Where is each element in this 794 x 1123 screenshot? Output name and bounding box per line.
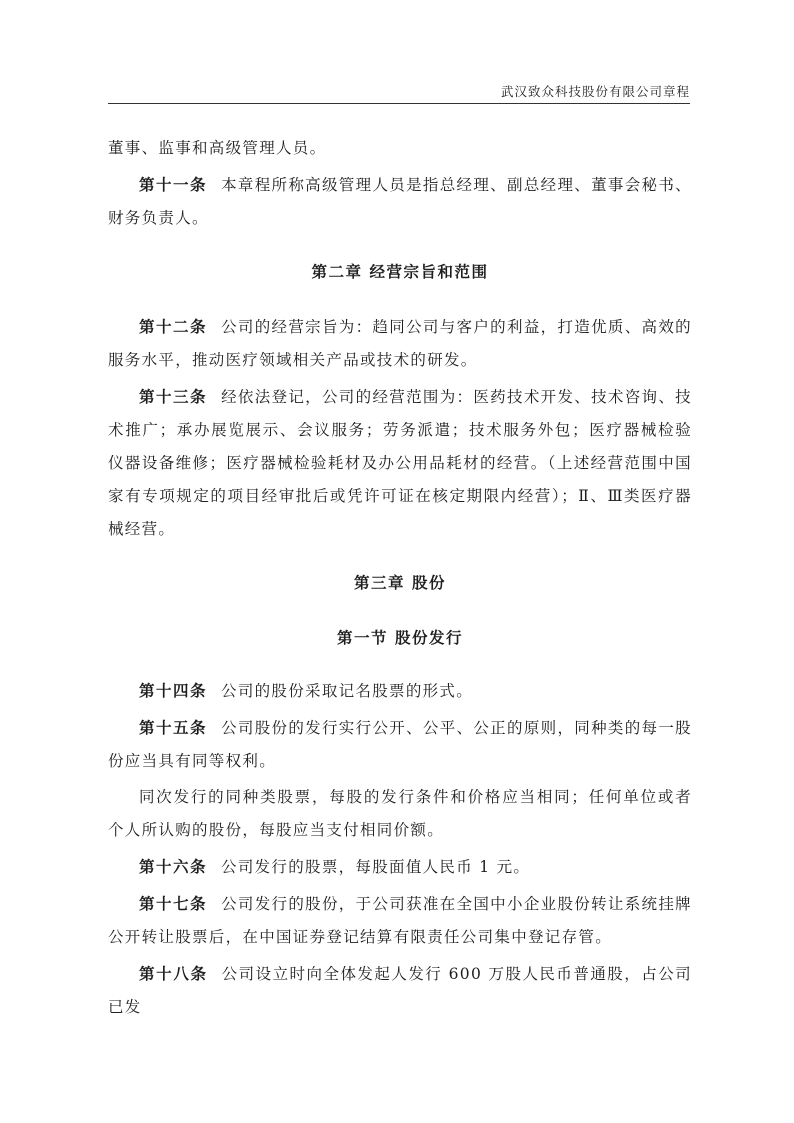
section-heading: 第一节 股份发行 bbox=[337, 628, 463, 647]
article-text: 公司的股份采取记名股票的形式。 bbox=[221, 682, 474, 700]
paragraph-text: 董事、监事和高级管理人员。 bbox=[108, 139, 327, 157]
article-13 bbox=[108, 380, 692, 546]
header-divider bbox=[108, 103, 690, 104]
article-number: 第十二条 bbox=[139, 317, 208, 336]
page-header: 武汉致众科技股份有限公司章程 bbox=[500, 84, 690, 99]
article-text: 公司设立时向全体发起人发行 600 万股人民币普通股，占公司已发 bbox=[108, 965, 692, 1016]
article-14 bbox=[108, 674, 692, 708]
article-text: 公司发行的股份，于公司获准在全国中小企业股份转让系统挂牌公开转让股票后，在中国证券登记结算有限责任公司集中登记存管。 bbox=[108, 895, 692, 946]
article-18 bbox=[108, 957, 692, 1024]
article-11 bbox=[108, 168, 692, 235]
article-12 bbox=[108, 310, 692, 377]
document-body bbox=[108, 132, 692, 1027]
article-number: 第十一条 bbox=[139, 175, 208, 194]
chapter-heading: 第三章 股份 bbox=[354, 573, 446, 592]
article-text: 经依法登记，公司的经营范围为：医药技术开发、技术咨询、技术推广；承办展览展示、会议服务；劳务派遣；技术服务外包；医疗器械检验仪器设备维修；医疗器械检验耗材及办公用品耗材的经营。（上述经营范围中国家有专项规定的项目经审批后或凭许可证在核定期限内经营）；Ⅱ、Ⅲ类医疗器械经营。 bbox=[108, 388, 692, 538]
article-text: 公司股份的发行实行公开、公平、公正的原则，同种类的每一股份应当具有同等权利。 bbox=[108, 719, 692, 770]
article-number: 第十七条 bbox=[139, 894, 208, 913]
chapter-heading: 第二章 经营宗旨和范围 bbox=[311, 262, 489, 281]
article-number: 第十六条 bbox=[139, 857, 208, 876]
paragraph bbox=[108, 781, 692, 847]
article-text: 本章程所称高级管理人员是指总经理、副总经理、董事会秘书、财务负责人。 bbox=[108, 176, 692, 227]
article-number: 第十五条 bbox=[139, 718, 208, 737]
article-16 bbox=[108, 850, 692, 884]
article-number: 第十八条 bbox=[139, 964, 208, 983]
article-number: 第十四条 bbox=[139, 681, 208, 700]
article-text: 公司发行的股票，每股面值人民币 1 元。 bbox=[221, 858, 531, 876]
article-17 bbox=[108, 887, 692, 954]
paragraph-text: 同次发行的同种类股票，每股的发行条件和价格应当相同；任何单位或者个人所认购的股份，每股应当支付相同价额。 bbox=[108, 788, 692, 839]
article-15 bbox=[108, 711, 692, 778]
article-number: 第十三条 bbox=[139, 387, 208, 406]
paragraph-continued bbox=[108, 132, 692, 165]
article-text: 公司的经营宗旨为：趋同公司与客户的利益，打造优质、高效的服务水平，推动医疗领域相关产品或技术的研发。 bbox=[108, 318, 692, 369]
